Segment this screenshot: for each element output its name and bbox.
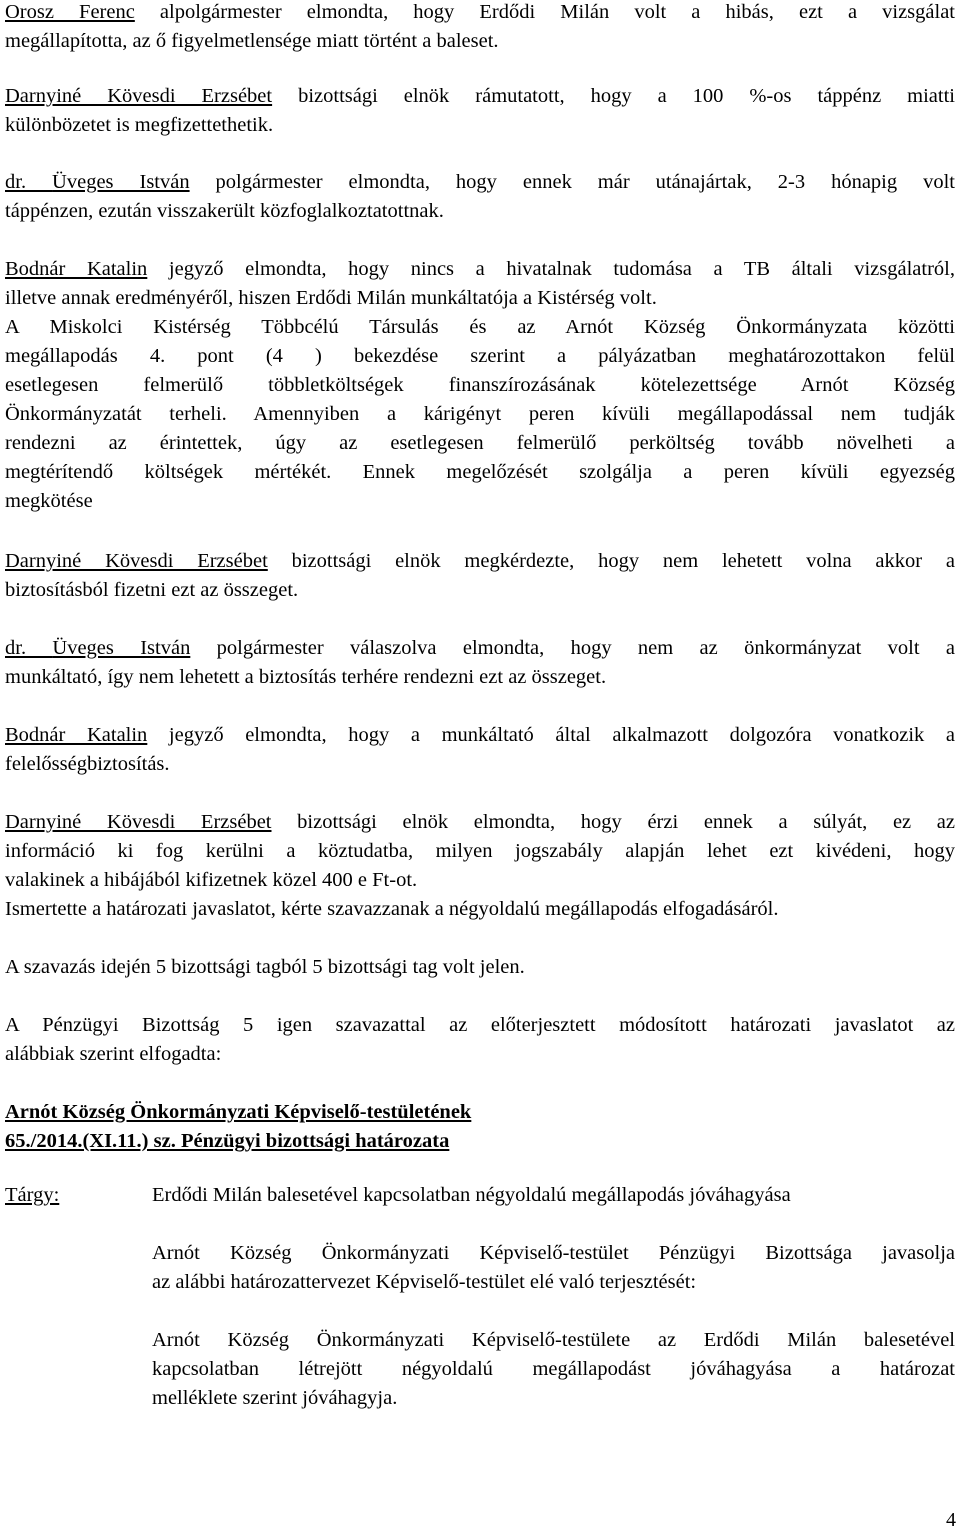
resolution-subject xyxy=(5,1181,955,1413)
speaker-name: Orosz Ferenc xyxy=(5,1,135,23)
resolution-title-line-1: Arnót Község Önkormányzati Képviselő-testületének xyxy=(5,1101,472,1123)
speaker-name: Bodnár Katalin xyxy=(5,724,148,746)
page-number: 4 xyxy=(946,1509,956,1531)
paragraph-quorum: A szavazás idején 5 bizottsági tagból 5 bizottsági tag volt jelen. xyxy=(5,956,525,978)
speaker-name: Bodnár Katalin xyxy=(5,258,148,280)
speaker-name: Darnyiné Kövesdi Erzsébet xyxy=(5,85,273,107)
subject-label: Tárgy: xyxy=(5,1184,60,1206)
paragraph-uveges-1: dr. Üveges István polgármester elmondta, hogy ennek már utánajártak, 2-3 hónapig volt táppénzen, ezután visszakerült közfoglalkoztatottnak. xyxy=(5,171,955,222)
paragraph-darnyine-3: Darnyiné Kövesdi Erzsébet bizottsági elnök elmondta, hogy érzi ennek a súlyát, ez az információ ki fog kerülni a köztudatba, milyen jogszabály alapján lehet ezt kivédeni, hogy valakinek a hibájából kifizetnek közel 400 e Ft-ot. Ismertette a határozati javaslatot, kérte szavazzanak a négyoldalú megállapodás elfogadásáról. xyxy=(5,811,956,920)
paragraph-uveges-2: dr. Üveges István polgármester válaszolva elmondta, hogy nem az önkormányzat volt a munkáltató, így nem lehetett a biztosítás terhére rendezni ezt az összeget. xyxy=(5,637,955,688)
resolution-title-line-2: 65./2014.(XI.11.) sz. Pénzügyi bizottsági határozata xyxy=(5,1130,450,1152)
speaker-name: Darnyiné Kövesdi Erzsébet xyxy=(5,550,268,572)
subject-text: Erdődi Milán balesetével kapcsolatban négyoldalú megállapodás jóváhagyása xyxy=(152,1184,791,1206)
speaker-name: dr. Üveges István xyxy=(5,171,190,193)
paragraph-bodnar-2: Bodnár Katalin jegyző elmondta, hogy a munkáltató által alkalmazott dolgozóra vonatkozik a felelősségbiztosítás. xyxy=(5,724,955,775)
paragraph-darnyine-2: Darnyiné Kövesdi Erzsébet bizottsági elnök megkérdezte, hogy nem lehetett volna akkor a biztosításból fizetni ezt az összeget. xyxy=(5,550,955,601)
resolution-heading xyxy=(5,1098,955,1156)
speaker-name: Darnyiné Kövesdi Erzsébet xyxy=(5,811,272,833)
subject-proposal: Arnót Község Önkormányzati Képviselő-testület Pénzügyi Bizottsága javasolja az alábbi határozattervezet Képviselő-testület elé való terjesztését: xyxy=(152,1242,955,1293)
subject-decision: Arnót Község Önkormányzati Képviselő-testülete az Erdődi Milán balesetével kapcsolatban létrejött négyoldalú megállapodást jóváhagyása a határozat melléklete szerint jóváhagyja. xyxy=(152,1329,955,1409)
paragraph-orosz: Orosz Ferenc alpolgármester elmondta, hogy Erdődi Milán volt a hibás, ezt a vizsgálat megállapította, az ő figyelmetlensége miatt történt a baleset. xyxy=(5,1,955,52)
paragraph-darnyine-1: Darnyiné Kövesdi Erzsébet bizottsági elnök rámutatott, hogy a 100 %-os táppénz miatti különbözetet is megfizettethetik. xyxy=(5,85,955,136)
paragraph-bodnar-1: Bodnár Katalin jegyző elmondta, hogy nincs a hivatalnak tudomása a TB általi vizsgálatról, illetve annak eredményéről, hiszen Erdődi Milán munkáltatója a Kistérség volt. A Miskolci Kistérség Többcélú Társulás és az Arnót Község Önkormányzata közötti megállapodás 4. pont (4 ) bekezdése szerint a pályázatban meghatározottakon felül esetlegesen felmerülő többletköltségek finanszírozásának kötelezettsége Arnót Község Önkormányzatát terheli. Amennyiben a kárigényt peren kívüli megállapodással nem tudják rendezni az érintettek, úgy az esetlegesen felmerülő perköltség tovább növelheti a megtérítendő költségek mértékét. Ennek megelőzését szolgálja a peren kívüli egyezség megkötése xyxy=(5,258,955,512)
speaker-name: dr. Üveges István xyxy=(5,637,191,659)
paragraph-vote-result: A Pénzügyi Bizottság 5 igen szavazattal az előterjesztett módosított határozati javaslatot az alábbiak szerint elfogadta: xyxy=(5,1014,955,1065)
